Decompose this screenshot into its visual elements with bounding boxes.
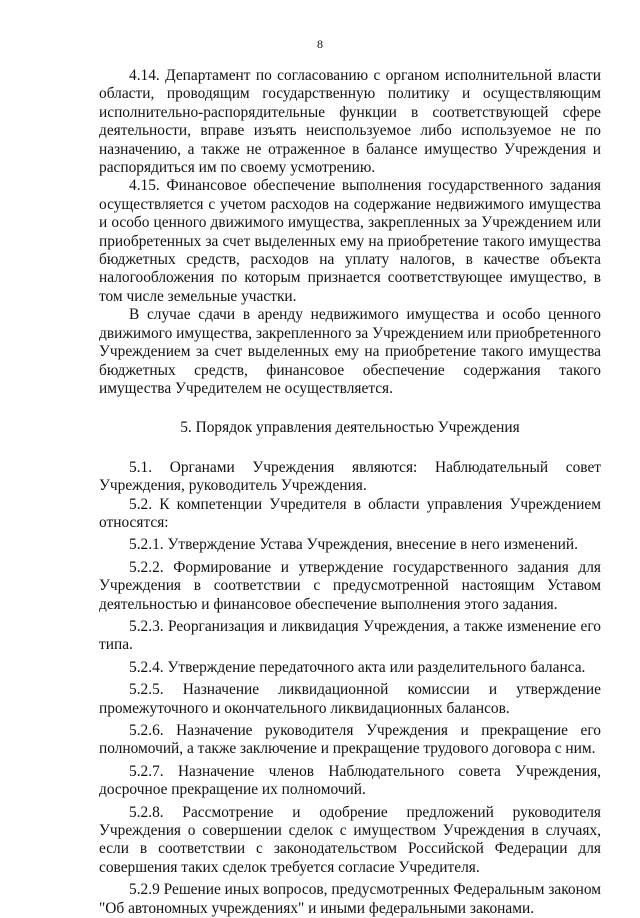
paragraph-5-1: 5.1. Органами Учреждения являются: Наблюдательный совет Учреждения, руководитель Учреждения.	[99, 458, 601, 495]
paragraph-5-2-7: 5.2.7. Назначение членов Наблюдательного совета Учреждения, досрочное прекращение их полномочий.	[99, 762, 601, 799]
paragraph-5-2: 5.2. К компетенции Учредителя в области управления Учреждением относятся:	[99, 495, 601, 531]
page-number: 8	[317, 37, 323, 51]
paragraph-5-2-8: 5.2.8. Рассмотрение и одобрение предложений руководителя Учреждения о совершении сделок с имуществом Учреждения в случаях, если в соответствии с законодательством Российской Федерации для совершения таких сделок требуется согласие Учредителя.	[99, 803, 601, 876]
paragraph-5-2-5: 5.2.5. Назначение ликвидационной комиссии и утверждение промежуточного и окончательного ликвидационных балансов.	[99, 681, 601, 717]
paragraph-5-2-3: 5.2.3. Реорганизация и ликвидация Учреждения, а также изменение его типа.	[99, 617, 601, 654]
paragraph-lease: В случае сдачи в аренду недвижимого имущества и особо ценного движимого имущества, закрепленного за Учреждением или приобретенного Учреждением за счет выделенных ему на приобретение такого имущества бюджетных средств, финансовое обеспечение содержания такого имущества Учредителем не осуществляется.	[99, 306, 601, 397]
paragraph-5-2-9: 5.2.9 Решение иных вопросов, предусмотренных Федеральным законом "Об автономных учреждениях" и иными федеральными законами.	[99, 881, 601, 917]
paragraph-5-2-4: 5.2.4. Утверждение передаточного акта или разделительного баланса.	[129, 658, 586, 676]
paragraph-5-2-1: 5.2.1. Утверждение Устава Учреждения, внесение в него изменений.	[129, 536, 578, 554]
paragraph-4-15: 4.15. Финансовое обеспечение выполнения государственного задания осуществляется с учетом расходов на содержание недвижимого имущества и особо ценного движимого имущества, закрепленных за Учреждением или приобретенных за счет выделенных ему на приобретение такого имущества бюджетных средств, расходов на уплату налогов, в качестве объекта налогообложения по которым признается соответствующее имущество, в том числе земельные участки.	[99, 177, 601, 305]
paragraph-4-14: 4.14. Департамент по согласованию с органом исполнительной власти области, проводящим государственную политику и осуществляющим исполнительно-распорядительные функции в соответствующей сфере деятельности, вправе изъять неиспользуемое либо используемое не по назначению, а также не отраженное в балансе имущество Учреждения и распорядиться им по своему усмотрению.	[99, 67, 601, 177]
document-body	[99, 67, 601, 918]
paragraph-5-2-6: 5.2.6. Назначение руководителя Учреждения и прекращение его полномочий, а также заключение и прекращение трудового договора с ним.	[99, 722, 601, 758]
section-heading: 5. Порядок управления деятельностью Учреждения	[180, 419, 520, 437]
paragraph-5-2-2: 5.2.2. Формирование и утверждение государственного задания для Учреждения в соответствии с предусмотренной настоящим Уставом деятельностью и финансовое обеспечение выполнения этого задания.	[99, 558, 601, 613]
